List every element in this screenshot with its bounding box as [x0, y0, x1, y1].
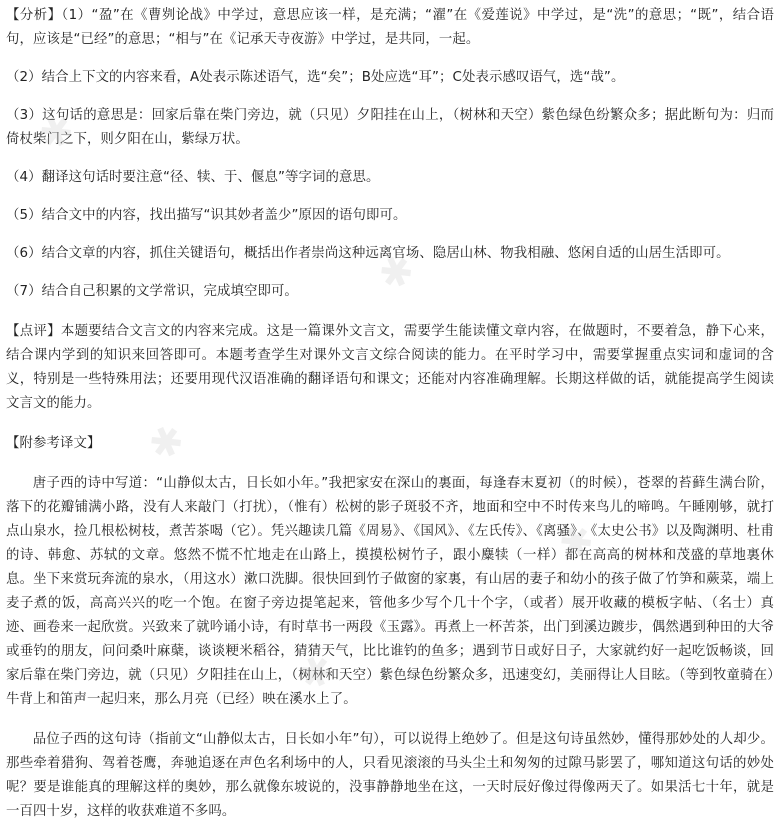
watermark-mark: ✱	[372, 245, 422, 301]
analysis-paragraph-5: （5）结合文中的内容，找出描写“识其妙者盖少”原因的语句即可。	[6, 208, 407, 223]
translation-paragraph-1: 唐子西的诗中写道：“山静似太古，日长如小年。”我把家安在深山的裏面，每逢春末夏初（的时候），苍翠的苔藓生满台阶，落下的花瓣铺满小路，没有人来敲门（打扰），（惟有）松树的影子斑驳不齐，地面和空中不时传来鸟儿的啼鸣。午睡刚够，就打点山泉水，捡几根松树枝，煮苦茶喝（它）。凭兴趣读几篇《周易》、《国风》、《左氏传》、《离骚》、《太史公书》以及陶渊明、杜甫的诗、韩愈、苏轼的文章。悠然不慌不忙地走在山路上，摸摸松树竹子，跟小麋犊（一样）都在高高的树林和茂盛的草地裏休息。坐下来赏玩奔流的泉水，（用这水）漱口洗脚。很快回到竹子做窗的家裏，有山居的妻子和幼小的孩子做了竹笋和蕨菜，端上麦子煮的饭，高高兴兴的吃一个饱。在窗子旁边提笔起来，管他多少写个几十个字，（或者）展开收藏的模板字帖、（名士）真迹、画卷来一起欣赏。兴致来了就吟诵小诗，有时草书一两段《玉露》。再煮上一杯苦茶，出门到溪边踱步，偶然遇到种田的大爷或垂钓的朋友，问问桑叶麻蘖，谈谈粳米稻谷，猜猜天气，比比谁钓的鱼多；遇到节日或好日子，大家就约好一起吃饭畅谈，回家后靠在柴门旁边，就（只见）夕阳挂在山上，（树林和天空）紫色绿色纷繁众多，迅速变幻，美丽得让人目眩。（等到牧童骑在）牛背上和笛声一起归来，那么月亮（已经）映在溪水上了。	[6, 476, 774, 707]
analysis-paragraph-4: （4）翻译这句话时要注意“径、犊、于、偃息”等字词的意思。	[6, 170, 380, 185]
translation-heading: 【附参考译文】	[6, 436, 101, 451]
watermark-mark: ✱	[292, 645, 342, 701]
analysis-paragraph-7: （7）结合自己积累的文学常识，完成填空即可。	[6, 284, 298, 299]
analysis-paragraph-6: （6）结合文章的内容，抓住关键语句，概括出作者崇尚这种远离官场、隐居山林、物我相融、悠闲自适的山居生活即可。	[6, 246, 730, 261]
comment-paragraph: 【点评】本题要结合文言文的内容来完成。这是一篇课外文言文，需要学生能读懂文章内容，在做题时，不要着急，静下心来，结合课内学到的知识来回答即可。本题考查学生对课外文言文综合阅读的能力。在平时学习中，需要掌握重点实词和虚词的含义，特别是一些特殊用法；还要用现代汉语准确的翻译语句和课文；还能对内容准确理解。长期这样做的话，就能提高学生阅读文言文的能力。	[6, 324, 774, 411]
watermark-mark: ✱	[32, 105, 82, 161]
analysis-section	[6, 4, 774, 304]
translation-section	[6, 432, 774, 824]
translation-paragraph-2: 品位子西的这句诗（指前文“山静似太古，日长如小年”句），可以说得上绝妙了。但是这句诗虽然妙，懂得那妙处的人却少。那些牵着猎狗、驾着苍鹰，奔驰追逐在声色名利场中的人，只看见滚滚的马头尘土和匆匆的过隙马影罢了，哪知道这句话的妙处呢？要是谁能真的理解这样的奥妙，那么就像东坡说的，没事静静地坐在这，一天时辰好像过得像两天了。如果活七十年，就是一百四十岁，这样的收获难道不多吗。	[6, 732, 774, 819]
watermark-mark: ✱	[552, 515, 602, 571]
analysis-paragraph-3: （3）这句话的意思是：回家后靠在柴门旁边，就（只见）夕阳挂在山上，（树林和天空）紫色绿色纷繁众多；据此断句为：归而倚杖柴门之下，则夕阳在山，紫绿万状。	[6, 108, 774, 147]
comment-section	[6, 320, 774, 416]
watermark-mark: ✱	[142, 415, 192, 471]
analysis-paragraph-2: （2）结合上下文的内容来看，A处表示陈述语气，选“矣”；B处应选“耳”；C处表示感叹语气，选“哉”。	[6, 70, 625, 85]
analysis-paragraph-1: 【分析】（1）“盈”在《曹刿论战》中学过，意思应该一样，是充满；“濯”在《爱莲说》中学过，是“洗”的意思；“既”，结合语句，应该是“已经”的意思；“相与”在《记承天寺夜游》中学过，是共同，一起。	[6, 8, 774, 47]
